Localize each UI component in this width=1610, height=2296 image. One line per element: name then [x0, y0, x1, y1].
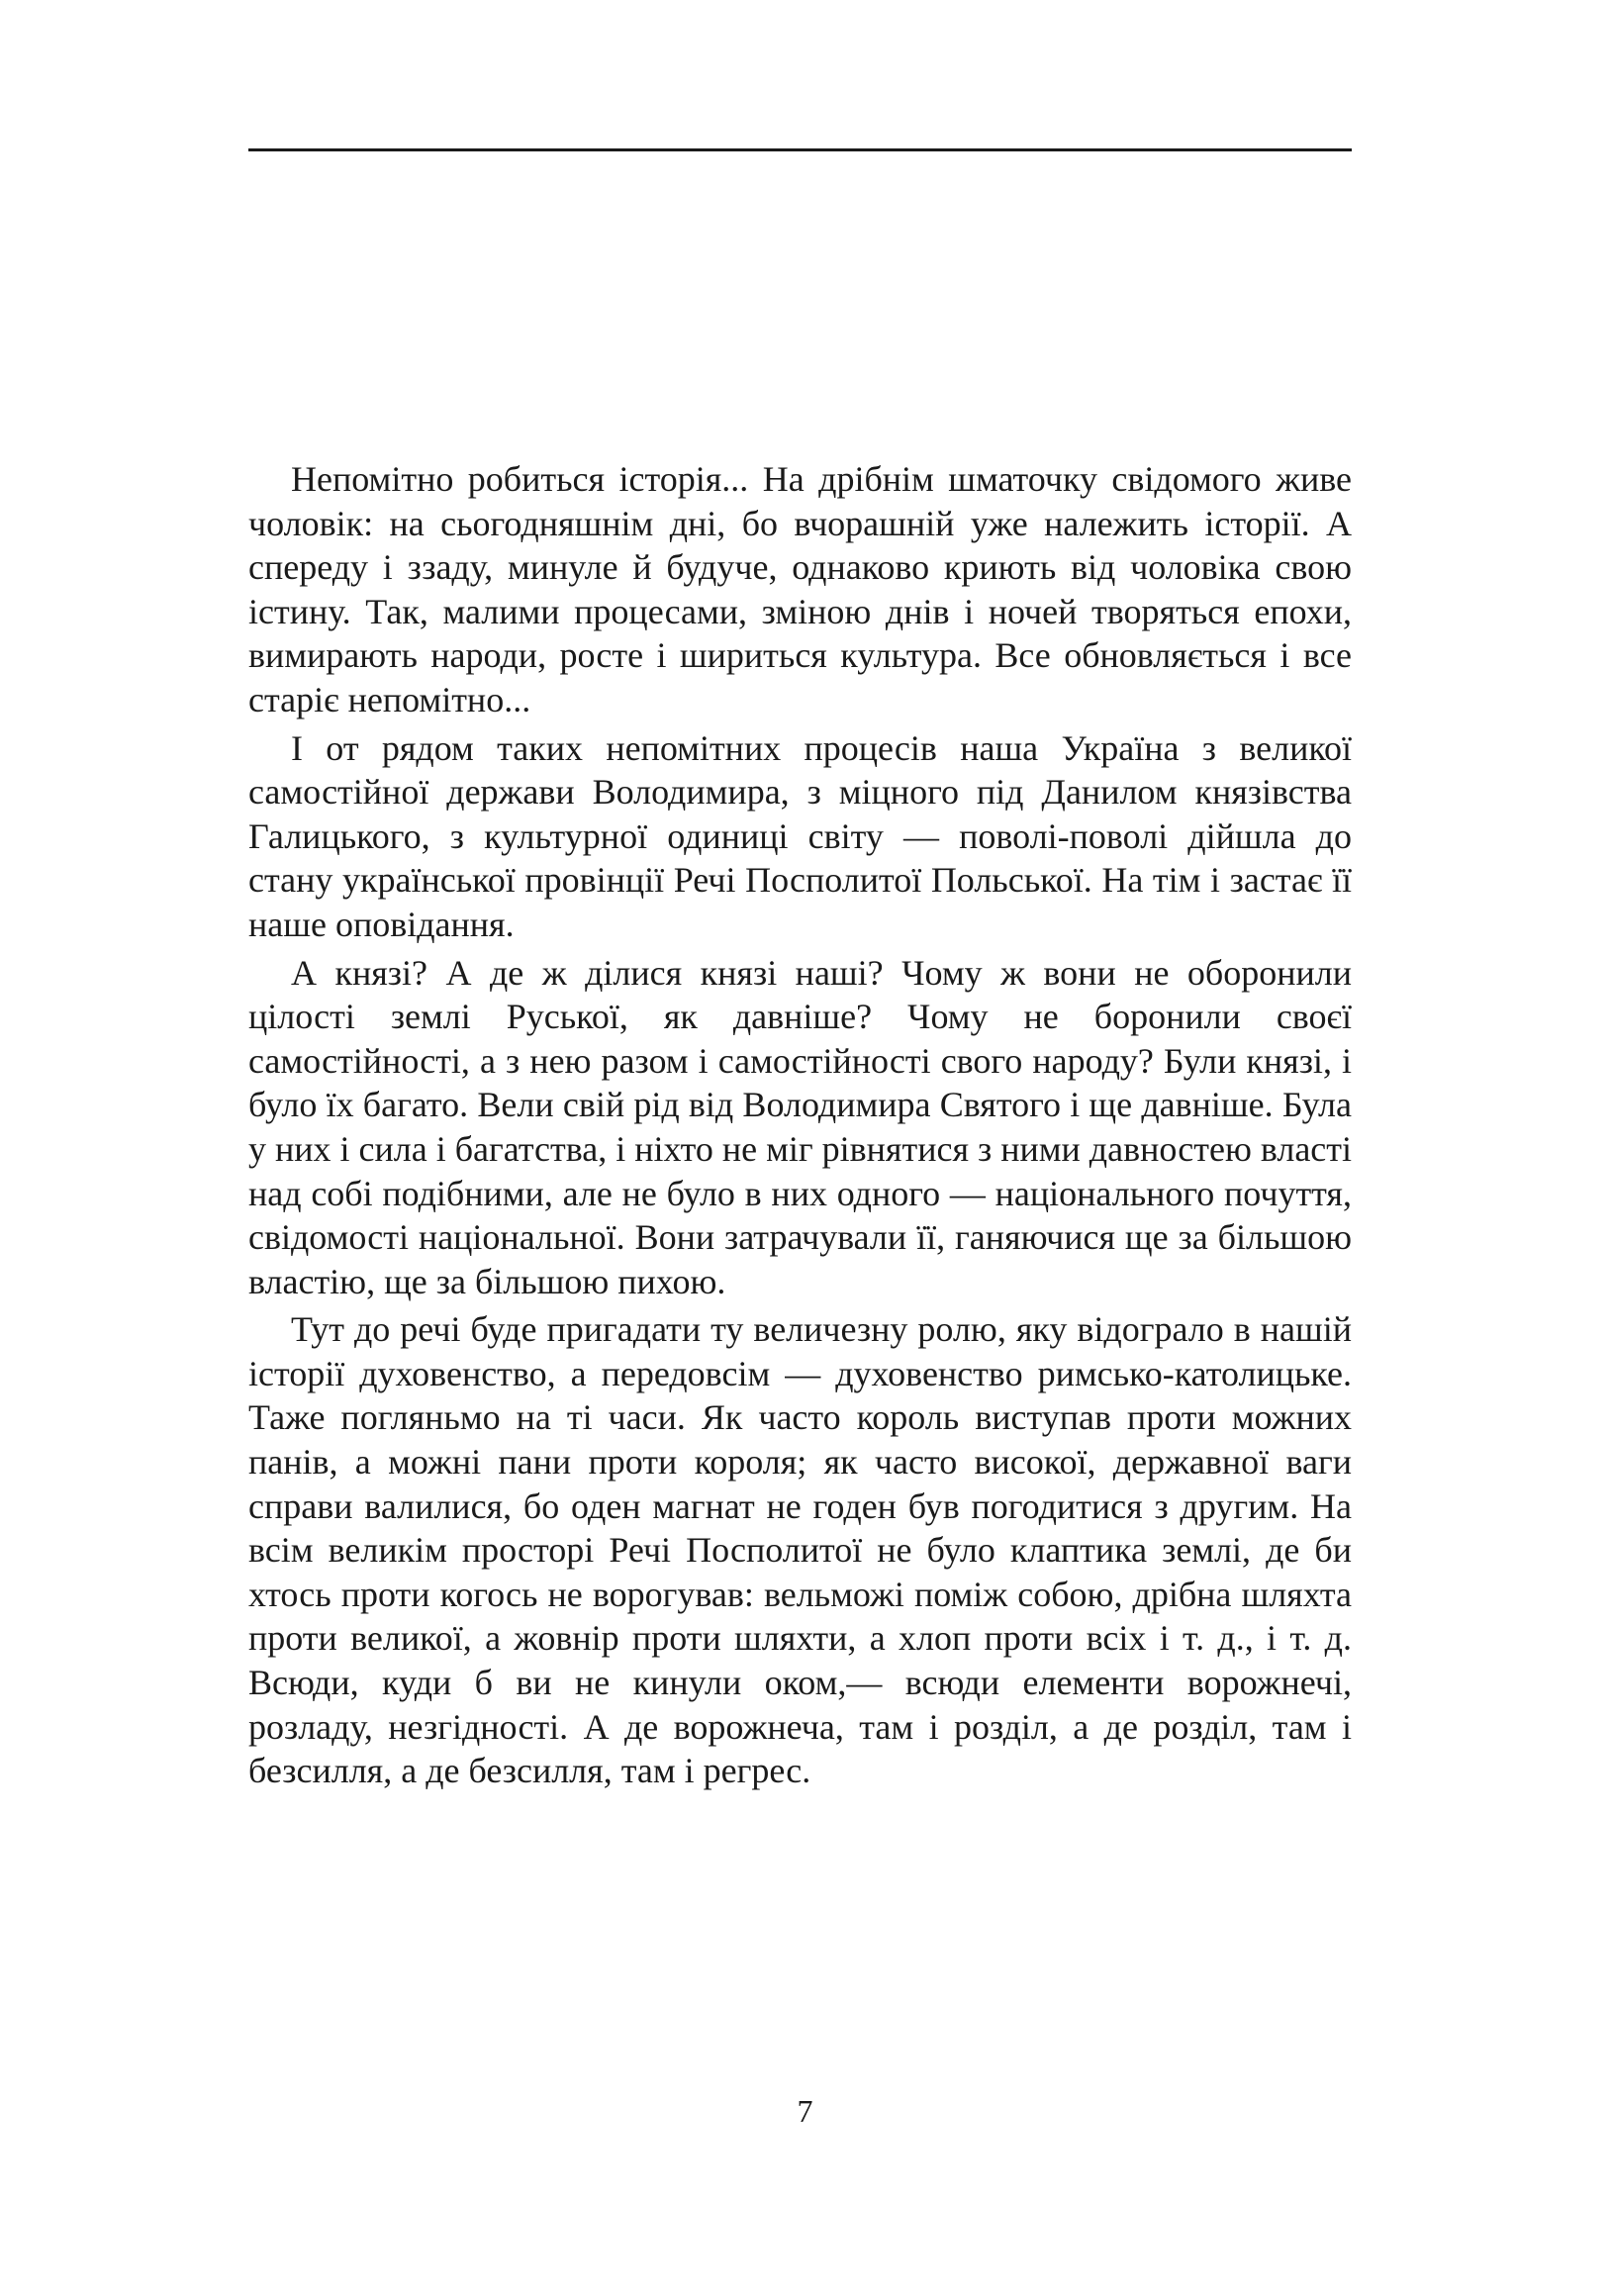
paragraph-2: І от рядом таких непомітних процесів наша Україна з великої самостійної держави Володимира, з міцного під Данилом князівства Галицького, з культурної одиниці світу — поволі-поволі дійшла до стану української провінції Речі Посполитої Польської. На тім і застає її наше оповідання.	[248, 727, 1352, 944]
paragraph-1: Непомітно робиться історія... На дрібнім шматочку свідомого живе чоловік: на сьогодняшнім дні, бо вчорашній уже належить історії. А спереду і ззаду, минуле й будуче, однаково криють від чоловіка свою істину. Так, малими процесами, зміною днів і ночей творяться епохи, вимирають народи, росте і шириться культура. Все обновляється і все старіє непомітно...	[248, 459, 1352, 719]
page-number: 7	[797, 2093, 813, 2129]
top-rule	[248, 148, 1352, 151]
body-text	[248, 457, 1352, 1793]
paragraph-3: А князі? А де ж ділися князі наші? Чому ж вони не оборонили цілості землі Руської, як давніше? Чому не боронили своєї самостійності, а з нею разом і самостійності свого народу? Були князі, і було їх багато. Вели свій рід від Володимира Святого і ще давніше. Була у них і сила і багатства, і ніхто не міг рівнятися з ними давностею власті над собі подібними, але не було в них одного — національного почуття, свідомості національної. Вони затрачували її, ганяючися ще за більшою властію, ще за більшою пихою.	[248, 952, 1353, 1301]
paragraph-4: Тут до речі буде пригадати ту величезну ролю, яку відограло в нашій історії духовенство, а передовсім — духовенство римсько-католицьке. Таже погляньмо на ті часи. Як часто король виступав проти можних панів, а можні пани проти короля; як часто високої, державної ваги справи валилися, бо оден магнат не годен був погодитися з другим. На всім великім просторі Речі Посполитої не було клаптика землі, де би хтось проти когось не ворогував: вельможі поміж собою, дрібна шляхта проти великої, а жовнір проти шляхти, а хлоп проти всіх і т. д., і т. д. Всюди, куди б ви не кинули оком,— всюди елементи ворожнечі, розладу, незгідності. А де ворожнеча, там і розділ, а де розділ, там і безсилля, а де безсилля, там і регрес.	[248, 1309, 1352, 1791]
